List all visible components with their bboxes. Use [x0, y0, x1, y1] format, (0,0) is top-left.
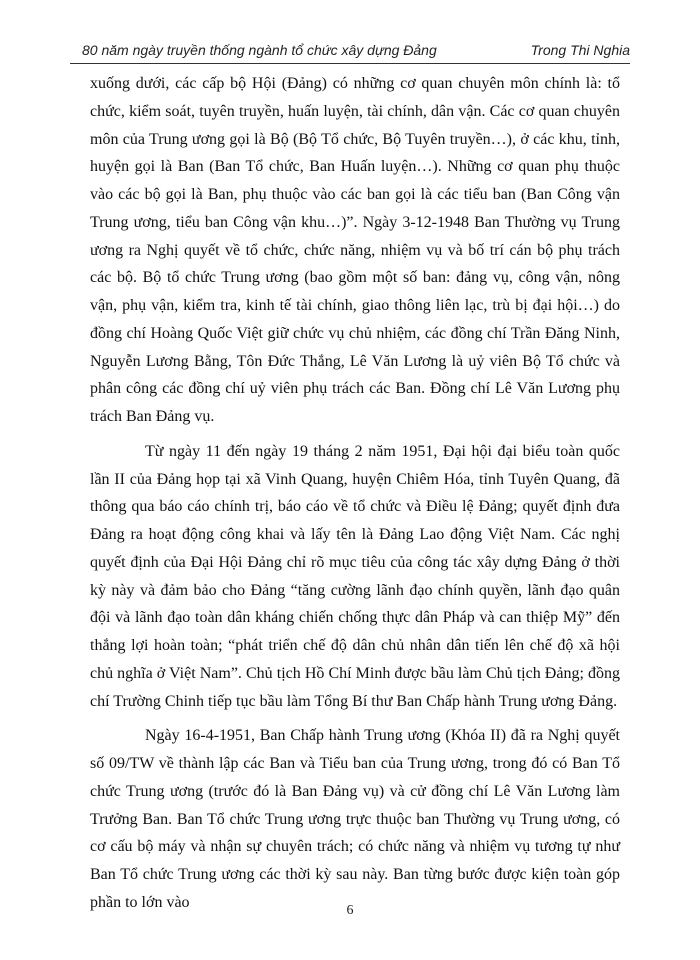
- paragraph-1: xuống dưới, các cấp bộ Hội (Đảng) có những cơ quan chuyên môn chính là: tổ chức, kiểm soát, tuyên truyền, huấn luyện, tài chính, dân vận. Các cơ quan chuyên môn của Trung ương gọi là Bộ (Bộ Tổ chức, Bộ Tuyên truyền…), ở các khu, tỉnh, huyện gọi là Ban (Ban Tổ chức, Ban Huấn luyện…). Những cơ quan phụ thuộc vào các bộ gọi là Ban, phụ thuộc vào các ban gọi là các tiểu ban (Ban Công vận Trung ương, tiểu ban Công vận khu…)”. Ngày 3-12-1948 Ban Thường vụ Trung ương ra Nghị quyết về tổ chức, chức năng, nhiệm vụ và bố trí cán bộ phụ trách các bộ. Bộ tổ chức Trung ương (bao gồm một số ban: đảng vụ, công vận, nông vận, phụ vận, kiểm tra, kinh tế tài chính, giao thông liên lạc, trù bị đại hội…) do đồng chí Hoàng Quốc Việt giữ chức vụ chủ nhiệm, các đồng chí Trần Đăng Ninh, Nguyễn Lương Bằng, Tôn Đức Thắng, Lê Văn Lương là uỷ viên Bộ Tổ chức và phân công các đồng chí uỷ viên phụ trách các Ban. Đồng chí Lê Văn Lương phụ trách Ban Đảng vụ.: [90, 75, 620, 425]
- header-rule: [70, 63, 630, 64]
- paragraph-3: Ngày 16-4-1951, Ban Chấp hành Trung ương (Khóa II) đã ra Nghị quyết số 09/TW về thành lập các Ban và Tiểu ban của Trung ương, trong đó có Ban Tổ chức Trung ương (trước đó là Ban Đảng vụ) và cử đồng chí Lê Văn Lương làm Trưởng Ban. Ban Tổ chức Trung ương trực thuộc ban Thường vụ Trung ương, có cơ cấu bộ máy và nhận sự chuyên trách; có chức năng và nhiệm vụ tương tự như Ban Tổ chức Trung ương các thời kỳ sau này. Ban từng bước được kiện toàn góp phần to lớn vào: [90, 727, 620, 911]
- page-number: 6: [346, 903, 354, 918]
- paragraph-2: Từ ngày 11 đến ngày 19 tháng 2 năm 1951, Đại hội đại biểu toàn quốc lần II của Đảng họp tại xã Vinh Quang, huyện Chiêm Hóa, tỉnh Tuyên Quang, đã thông qua báo cáo chính trị, báo cáo về tổ chức và Điều lệ Đảng; quyết định đưa Đảng ra hoạt động công khai và lấy tên là Đảng Lao động Việt Nam. Các nghị quyết định của Đại Hội Đảng chỉ rõ mục tiêu của công tác xây dựng Đảng ở thời kỳ này và đảm bảo cho Đảng “tăng cường lãnh đạo chính quyền, lãnh đạo quân đội và lãnh đạo toàn dân kháng chiến chống thực dân Pháp và can thiệp Mỹ” đến thắng lợi hoàn toàn; “phát triển chế độ dân chủ nhân dân tiến lên chế độ xã hội chủ nghĩa ở Việt Nam”. Chủ tịch Hồ Chí Minh được bầu làm Chủ tịch Đảng; đồng chí Trường Chinh tiếp tục bầu làm Tổng Bí thư Ban Chấp hành Trung ương Đảng.: [90, 442, 620, 710]
- header-title: 80 năm ngày truyền thống ngành tổ chức xây dựng Đảng: [82, 42, 437, 58]
- document-body: [90, 70, 620, 917]
- page-header: [70, 42, 630, 62]
- header-author: Trong Thi Nghia: [530, 42, 630, 58]
